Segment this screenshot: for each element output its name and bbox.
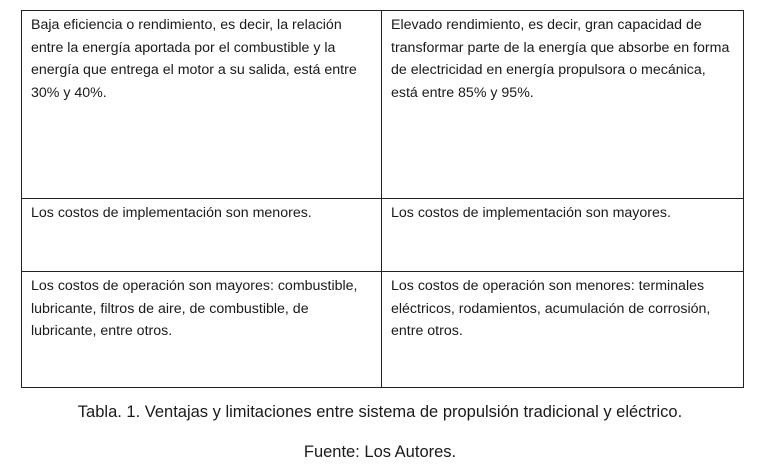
table-cell-electric — [382, 199, 744, 272]
cell-text: Los costos de implementación son mayores. — [391, 205, 671, 221]
table-caption: Tabla. 1. Ventajas y limitaciones entre sistema de propulsión tradicional y eléctrico. — [77, 403, 683, 421]
cell-text: Baja eficiencia o rendimiento, es decir, la relación entre la energía aportada por el combustible y la energía que entrega el motor a su salida, está entre 30% y 40%. — [31, 17, 357, 101]
table-cell-electric — [382, 11, 744, 199]
table-row — [22, 272, 744, 388]
table-row — [22, 11, 744, 199]
comparison-table — [21, 10, 744, 388]
cell-text: Elevado rendimiento, es decir, gran capacidad de transformar parte de la energía que absorbe en forma de electricidad en energía propulsora o mecánica, está entre 85% y 95%. — [391, 17, 730, 101]
table-cell-traditional — [22, 272, 382, 388]
table-cell-electric — [382, 272, 744, 388]
table-cell-traditional — [22, 199, 382, 272]
table-cell-traditional — [22, 11, 382, 199]
table-source: Fuente: Los Autores. — [303, 443, 457, 461]
cell-text: Los costos de operación son mayores: combustible, lubricante, filtros de aire, de combustible, de lubricante, entre otros. — [31, 278, 358, 339]
table-row — [22, 199, 744, 272]
cell-text: Los costos de implementación son menores. — [31, 205, 312, 221]
cell-text: Los costos de operación son menores: terminales eléctricos, rodamientos, acumulación de corrosión, entre otros. — [391, 278, 711, 339]
